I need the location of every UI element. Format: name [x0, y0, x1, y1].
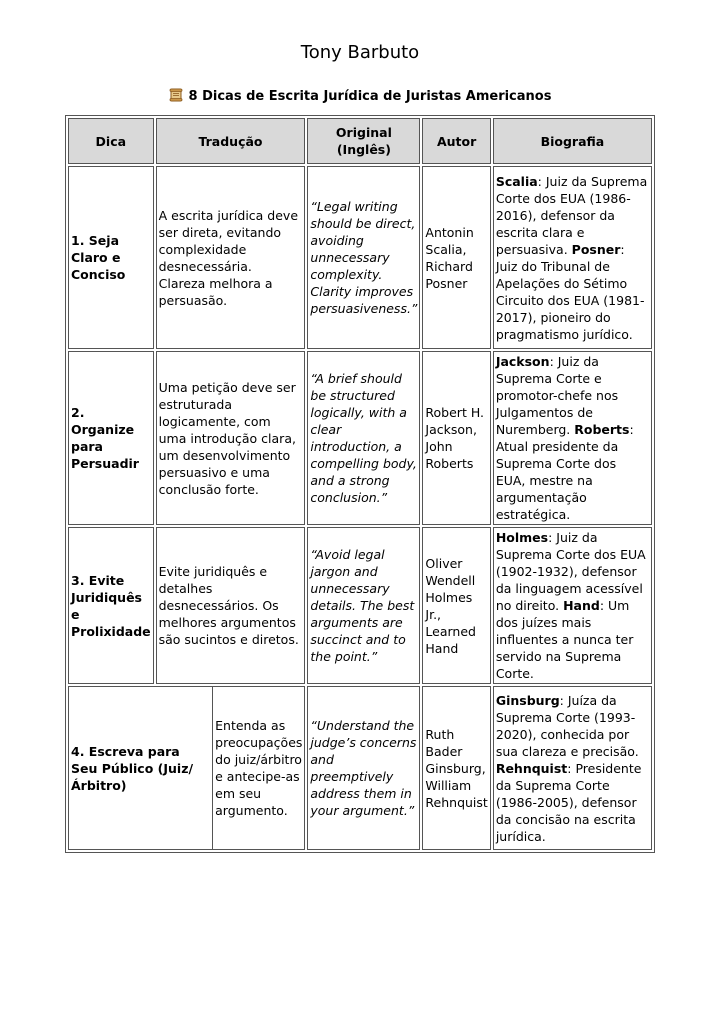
header-traducao: Tradução: [156, 118, 306, 164]
translation-cell: Uma petição deve ser estruturada logicamente, com uma introdução clara, um desenvolvimento persuasivo e uma conclusão forte.: [156, 351, 306, 525]
author-cell: Robert H. Jackson, John Roberts: [422, 351, 490, 525]
table-row: [68, 351, 652, 525]
table-header-row: [68, 118, 652, 164]
bio-name: Hand: [563, 598, 600, 613]
header-biografia: Biografia: [493, 118, 652, 164]
tips-table: [65, 115, 655, 853]
bio-cell: [493, 527, 652, 684]
bio-cell: [493, 686, 652, 850]
translation-cell: A escrita jurídica deve ser direta, evitando complexidade desnecessária. Clareza melhora a persuasão.: [156, 166, 306, 349]
translation-cell: Entenda as preocupações do juiz/árbitro e antecipe-as em seu argumento.: [212, 687, 304, 849]
document-author: Tony Barbuto: [300, 42, 420, 63]
author-cell: Antonin Scalia, Richard Posner: [422, 166, 490, 349]
bio-cell: [493, 351, 652, 525]
bio-text: : Presidente da Suprema Corte (1986-2005), defensor da concisão na escrita jurídica.: [495, 760, 642, 844]
subtitle-text: 8 Dicas de Escrita Jurídica de Juristas Americanos: [188, 89, 552, 104]
header-autor: Autor: [422, 118, 490, 164]
table-row: [68, 686, 652, 850]
bio-text: : Juiz da Suprema Corte e promotor-chefe nos Julgamentos de Nuremberg.: [495, 354, 619, 437]
author-cell: Oliver Wendell Holmes Jr., Learned Hand: [422, 527, 490, 684]
original-cell: “Legal writing should be direct, avoiding unnecessary complexity. Clarity improves persuasiveness.”: [307, 166, 420, 349]
bio-text: : Juiz da Suprema Corte dos EUA (1986-2016), defensor da escrita clara e persuasiva.: [495, 173, 648, 257]
bio-name: Posner: [571, 241, 621, 257]
bio-name: Holmes: [495, 530, 549, 545]
bio-text: : Um dos juízes mais influentes a nunca ter servido na Suprema Corte.: [495, 598, 634, 681]
bio-text: : Juíza da Suprema Corte (1993-2020), conhecida por sua clareza e precisão.: [495, 692, 639, 759]
original-cell: “Avoid legal jargon and unnecessary details. The best arguments are succinct and to the point.”: [307, 527, 420, 684]
tip-cell: 2. Organize para Persuadir: [68, 351, 154, 525]
document-subtitle: [0, 88, 720, 104]
bio-name: Jackson: [495, 354, 550, 369]
merged-tip-table: [69, 687, 304, 849]
table-row: [68, 527, 652, 684]
bio-name: Rehnquist: [495, 760, 568, 776]
bio-text: : Juiz do Tribunal de Apelações do Sétimo Circuito dos EUA (1981-2017), pioneiro do pragmatismo jurídico.: [495, 241, 645, 342]
tip-cell: 3. Evite Juridiquês e Prolixidade: [68, 527, 154, 684]
bio-name: Scalia: [495, 173, 538, 189]
original-cell: “Understand the judge’s concerns and preemptively address them in your argument.”: [307, 686, 420, 850]
original-cell: “A brief should be structured logically, with a clear introduction, a compelling body, and a strong conclusion.”: [307, 351, 420, 525]
tip-cell: [68, 686, 305, 850]
bio-text: : Atual presidente da Suprema Corte dos EUA, mestre na argumentação estratégica.: [495, 422, 634, 522]
tip-text: 4. Escreva para Seu Público (Juiz/Árbitro): [71, 743, 194, 793]
scroll-icon: [169, 88, 183, 102]
bio-name: Roberts: [574, 422, 630, 437]
bio-cell: [493, 166, 652, 349]
tip-cell: 1. Seja Claro e Conciso: [68, 166, 154, 349]
bio-text: : Juiz da Suprema Corte dos EUA (1902-1932), defensor da linguagem acessível no direito.: [495, 530, 646, 613]
header-dica: Dica: [68, 118, 154, 164]
header-original: Original (Inglês): [307, 118, 420, 164]
author-cell: Ruth Bader Ginsburg, William Rehnquist: [422, 686, 490, 850]
table-row: [68, 166, 652, 349]
translation-cell: Evite juridiquês e detalhes desnecessários. Os melhores argumentos são sucintos e diretos.: [156, 527, 306, 684]
bio-name: Ginsburg: [495, 692, 560, 708]
